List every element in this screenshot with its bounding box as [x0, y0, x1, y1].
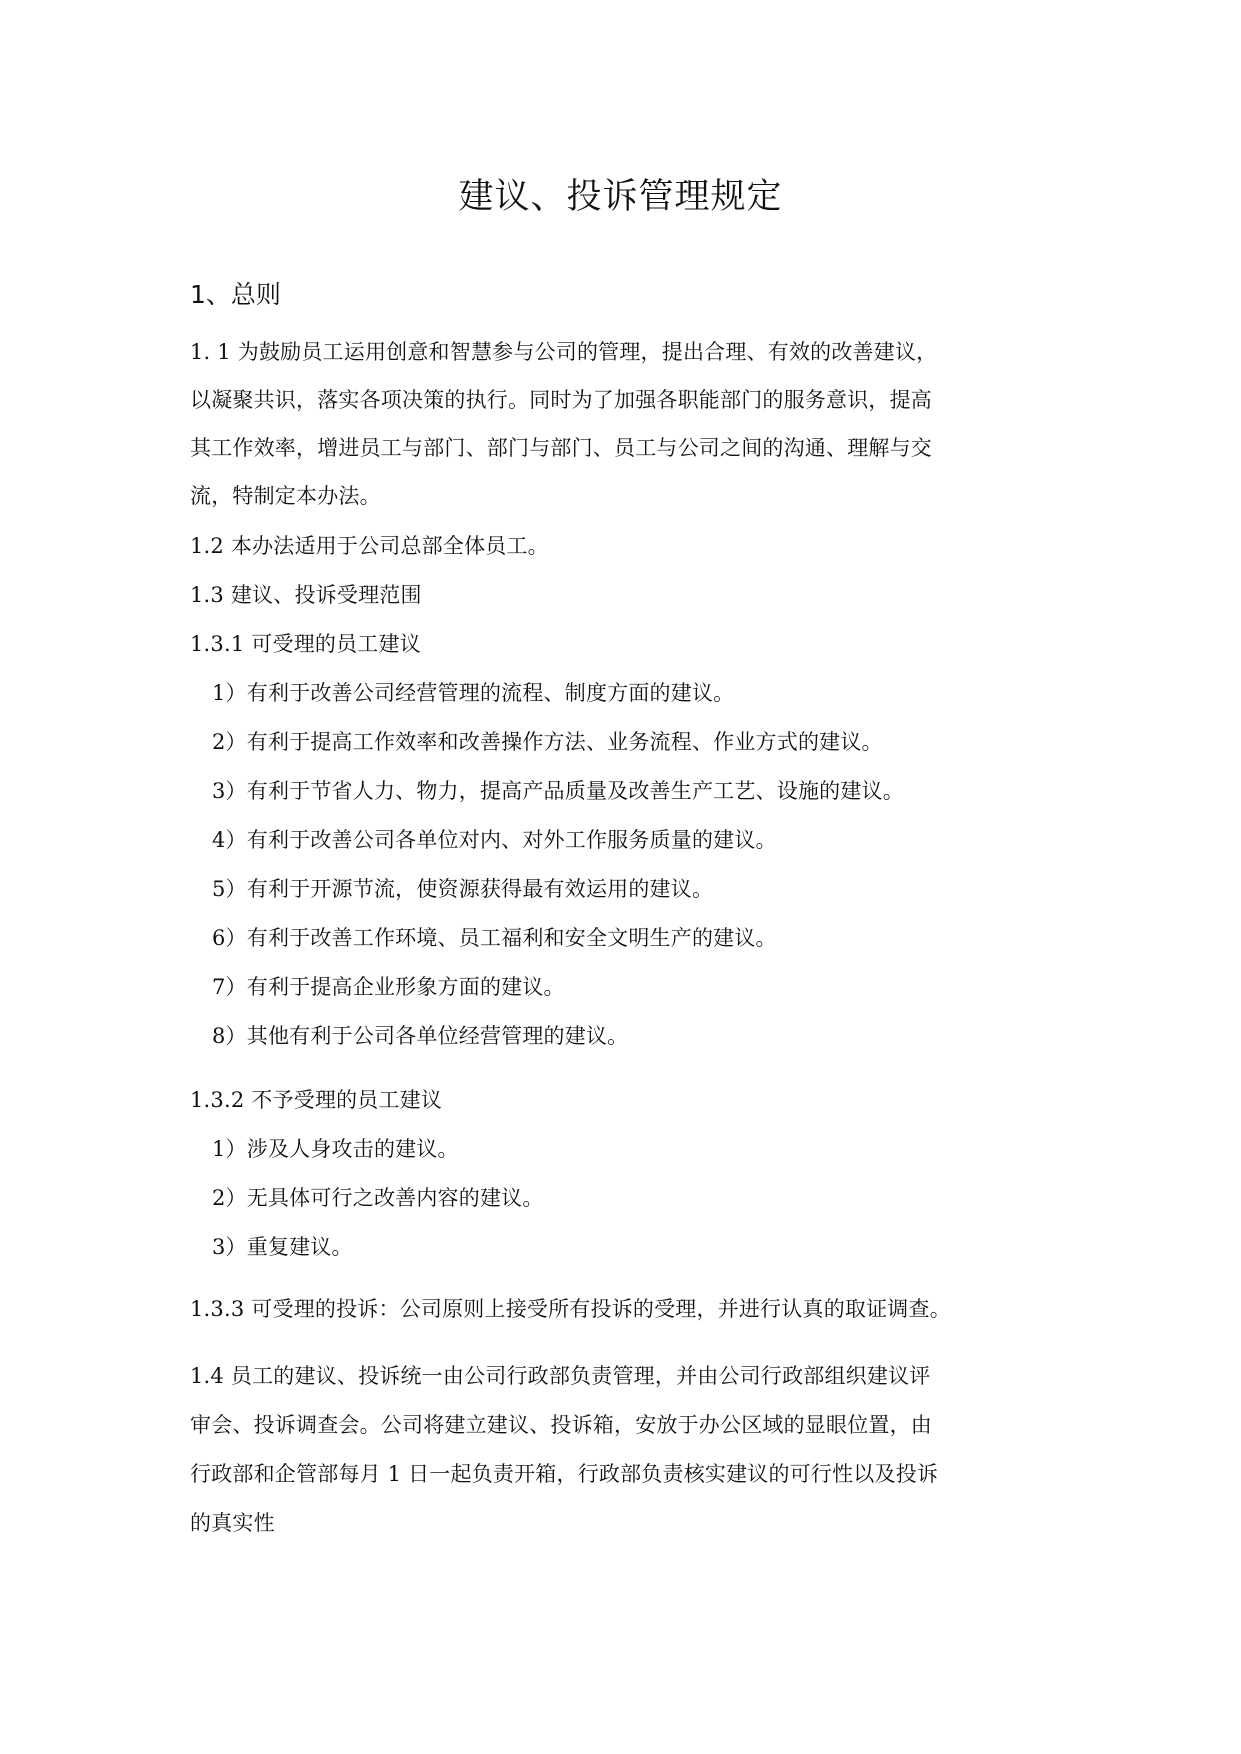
rejected-suggestion-item: 3）重复建议。: [212, 1235, 353, 1259]
paragraph-1-4-line-3: 行政部和企管部每月 1 日一起负责开箱，行政部负责核实建议的可行性以及投诉: [190, 1462, 939, 1486]
paragraph-1-3-2: 1.3.2 不予受理的员工建议: [190, 1088, 443, 1112]
acceptable-suggestion-item: 6）有利于改善工作环境、员工福利和安全文明生产的建议。: [212, 926, 777, 950]
rejected-suggestion-item: 1）涉及人身攻击的建议。: [212, 1137, 459, 1161]
paragraph-1-1-line-1: 1. 1 为鼓励员工运用创意和智慧参与公司的管理，提出合理、有效的改善建议，: [190, 340, 938, 364]
paragraph-1-4-line-2: 审会、投诉调查会。公司将建立建议、投诉箱，安放于办公区域的显眼位置，由: [190, 1413, 932, 1437]
acceptable-suggestion-item: 7）有利于提高企业形象方面的建议。: [212, 975, 565, 999]
paragraph-1-1-line-3: 其工作效率，增进员工与部门、部门与部门、员工与公司之间的沟通、理解与交: [190, 436, 932, 460]
paragraph-1-1-line-4: 流，特制定本办法。: [190, 484, 381, 508]
acceptable-suggestion-item: 2）有利于提高工作效率和改善操作方法、业务流程、作业方式的建议。: [212, 730, 883, 754]
paragraph-1-4-line-4: 的真实性: [190, 1511, 275, 1535]
acceptable-suggestion-item: 3）有利于节省人力、物力，提高产品质量及改善生产工艺、设施的建议。: [212, 779, 904, 803]
section-heading-general: 1、总则: [190, 280, 281, 309]
acceptable-suggestion-item: 1）有利于改善公司经营管理的流程、制度方面的建议。: [212, 681, 735, 705]
acceptable-suggestion-item: 4）有利于改善公司各单位对内、对外工作服务质量的建议。: [212, 828, 777, 852]
paragraph-1-2: 1.2 本办法适用于公司总部全体员工。: [190, 534, 549, 558]
paragraph-1-1-line-2: 以凝聚共识，落实各项决策的执行。同时为了加强各职能部门的服务意识，提高: [190, 388, 932, 412]
acceptable-suggestion-item: 5）有利于开源节流，使资源获得最有效运用的建议。: [212, 877, 714, 901]
document-title: 建议、投诉管理规定: [458, 177, 783, 217]
paragraph-1-3-3: 1.3.3 可受理的投诉：公司原则上接受所有投诉的受理，并进行认真的取证调查。: [190, 1297, 951, 1321]
paragraph-1-3: 1.3 建议、投诉受理范围: [190, 583, 422, 607]
acceptable-suggestion-item: 8）其他有利于公司各单位经营管理的建议。: [212, 1024, 629, 1048]
paragraph-1-3-1: 1.3.1 可受理的员工建议: [190, 632, 421, 656]
rejected-suggestion-item: 2）无具体可行之改善内容的建议。: [212, 1186, 544, 1210]
paragraph-1-4-line-1: 1.4 员工的建议、投诉统一由公司行政部负责管理，并由公司行政部组织建议评: [190, 1364, 931, 1388]
